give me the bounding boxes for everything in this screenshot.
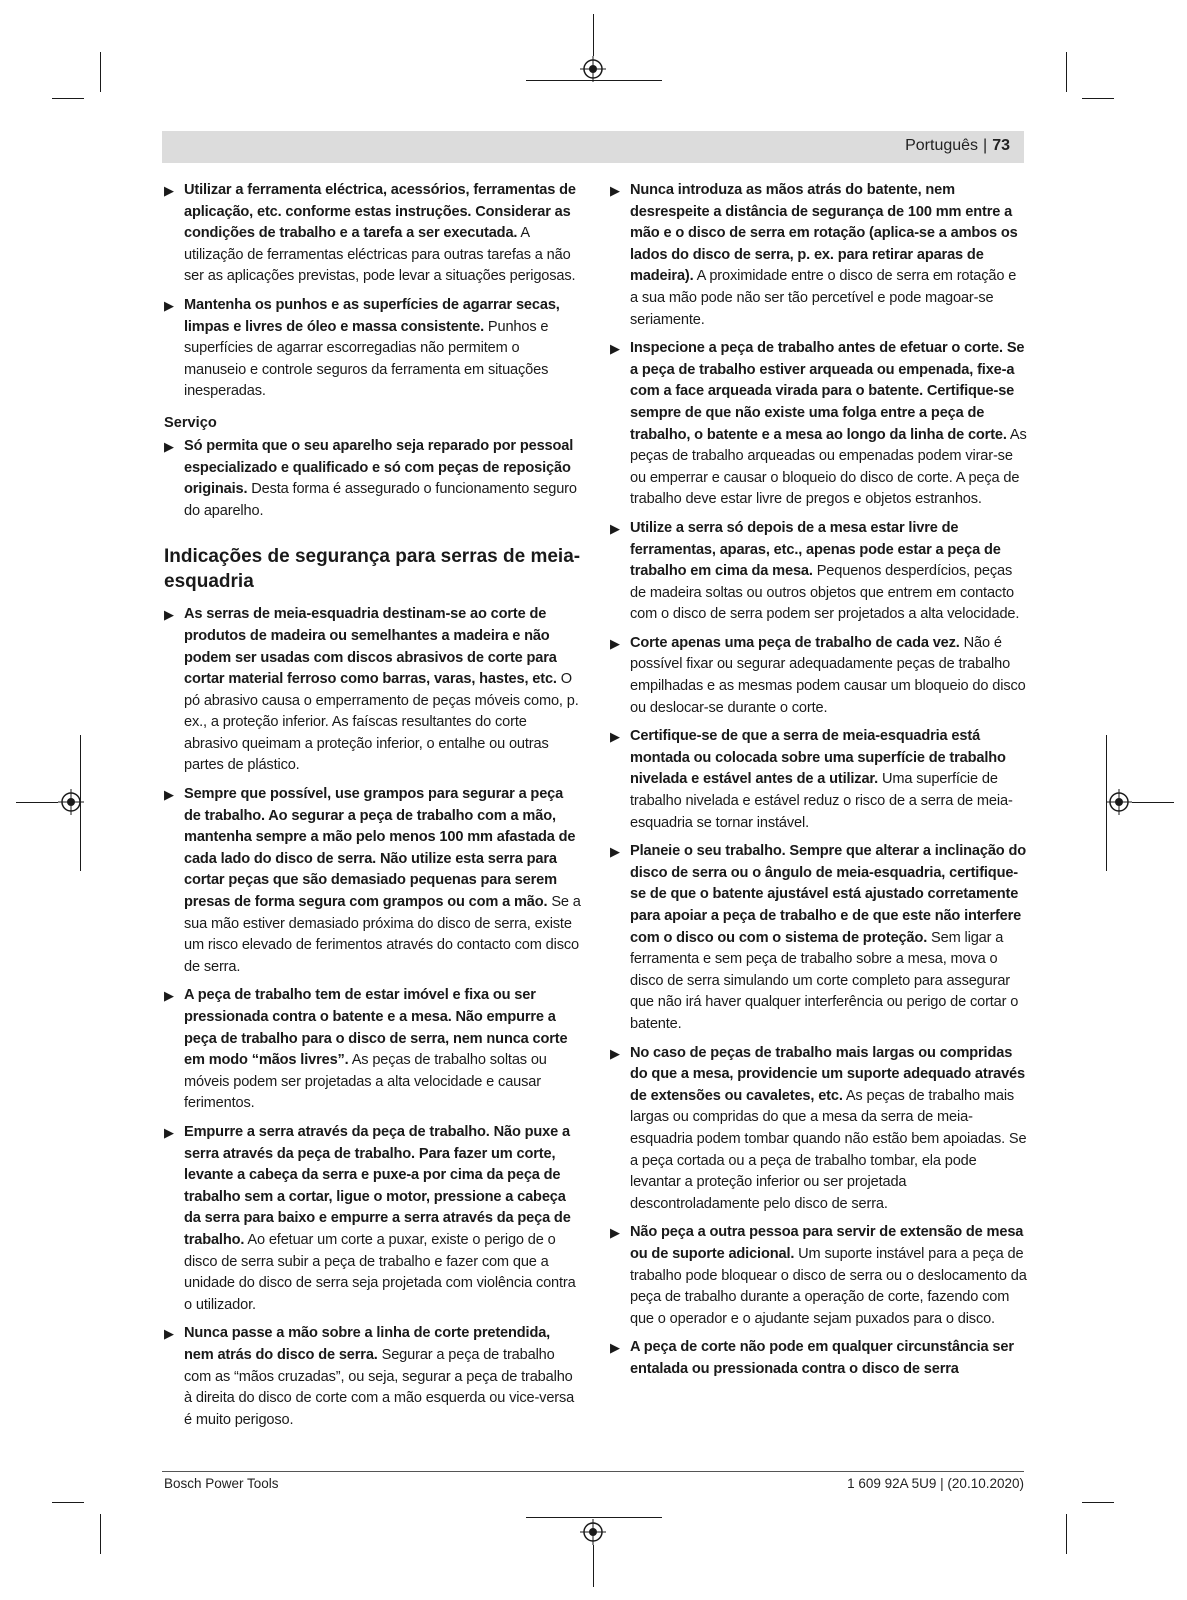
safety-item-bold: No caso de peças de trabalho mais largas ou compridas do que a mesa, providencie um suporte adequado através de extensões ou cavaletes, etc.: [630, 1044, 1025, 1104]
header-separator: |: [983, 137, 988, 154]
left-column: [164, 180, 582, 1438]
safety-item-text: As peças de trabalho soltas ou móveis podem ser projetadas a alta velocidade e causar ferimentos.: [184, 1052, 547, 1112]
bullet-arrow-icon: ▶: [164, 1124, 174, 1140]
safety-item-bold: Nunca introduza as mãos atrás do batente, nem desrespeite a distância de segurança de 100 mm entre a mão e o disco de serra em rotação (aplica-se a ambos os lados do disco de serra, p. ex. para retirar aparas de madeira).: [630, 182, 1018, 285]
bullet-arrow-icon: ▶: [164, 787, 174, 803]
bullet-arrow-icon: ▶: [610, 729, 620, 745]
safety-item-bold: Certifique-se de que a serra de meia-esquadria está montada ou colocada sobre uma superfície de trabalho nivelada e estável antes de a utilizar.: [630, 728, 1006, 788]
crop-mark: [100, 1514, 101, 1554]
crop-mark: [100, 52, 101, 92]
crop-mark: [1132, 802, 1174, 803]
footer-brand: Bosch Power Tools: [164, 1476, 279, 1491]
safety-item-text: Uma superfície de trabalho nivelada e estável reduz o risco de a serra de meia-esquadria se tornar instável.: [630, 771, 1013, 831]
safety-item: [164, 436, 582, 522]
bullet-arrow-icon: ▶: [164, 1326, 174, 1342]
crop-mark: [1106, 735, 1107, 871]
safety-item: [164, 180, 582, 288]
bullet-arrow-icon: ▶: [164, 183, 174, 198]
safety-item: [164, 985, 582, 1115]
service-list: [164, 436, 582, 522]
safety-item: [164, 1122, 582, 1316]
crop-mark: [526, 1517, 662, 1518]
left-top-list: [164, 180, 582, 403]
safety-item-text: O pó abrasivo causa o emperramento de peças móveis como, p. ex., a proteção inferior. As faíscas resultantes do corte abrasivo queimam a proteção inferior, o entalhe ou outras partes de plástico.: [184, 671, 579, 774]
crop-mark: [526, 80, 662, 81]
safety-item-bold: Só permita que o seu aparelho seja reparado por pessoal especializado e qualificado e só com peças de reposição originais.: [184, 437, 574, 498]
bullet-arrow-icon: ▶: [610, 1045, 620, 1061]
safety-item-text: Pequenos desperdícios, peças de madeira soltas ou outros objetos que entrem em contacto com o disco de serra podem ser projetados a alta velocidade.: [630, 563, 1020, 623]
section-list: [164, 604, 582, 1431]
safety-item-bold: A peça de trabalho tem de estar imóvel e fixa ou ser pressionada contra o batente e a mesa. Não empurre a peça de trabalho para o disco de serra, nem nunca corte em modo “mãos livres”.: [184, 987, 568, 1069]
crop-mark: [1066, 1514, 1067, 1554]
safety-item-text: Sem ligar a ferramenta e sem peça de trabalho sobre a mesa, mova o disco de serra simulando um corte completo para assegurar que não irá haver qualquer interferência ou perigo de cortar o batente.: [630, 929, 1019, 1032]
footer-doc-id: 1 609 92A 5U9 | (20.10.2020): [847, 1476, 1024, 1491]
safety-item-text: Não é possível fixar ou segurar adequadamente peças de trabalho empilhadas e as mesmas podem causar um bloqueio do disco ou deslocar-se durante o corte.: [630, 634, 1026, 716]
safety-item-bold: Nunca passe a mão sobre a linha de corte pretendida, nem atrás do disco de serra.: [184, 1325, 551, 1363]
safety-item: [164, 784, 582, 978]
safety-item-bold: Planeie o seu trabalho. Sempre que alterar a inclinação do disco de serra ou o ângulo de meia-esquadria, certifique-se de que o batente ajustável está ajustado corretamente para apoiar a peça de trabalho e de que este não interfere com o disco ou com o sistema de proteção.: [630, 843, 1027, 946]
bullet-arrow-icon: ▶: [610, 183, 620, 198]
safety-item-text: Um suporte instável para a peça de trabalho pode bloquear o disco de serra ou o deslocamento da peça de trabalho durante a operação de corte, fazendo com que o operador e o ajudante sejam puxados para o disco.: [630, 1245, 1027, 1327]
safety-item-text: Segurar a peça de trabalho com as “mãos cruzadas”, ou seja, segurar a peça de trabalho à direita do disco de corte com a mão esquerda ou vice-versa é muito perigoso.: [184, 1346, 575, 1428]
registration-mark-icon: [1106, 789, 1132, 815]
footer-rule: [162, 1471, 1024, 1472]
registration-mark-icon: [580, 1519, 606, 1545]
crop-mark: [1066, 52, 1067, 92]
safety-item-bold: Utilize a serra só depois de a mesa estar livre de ferramentas, aparas, etc., apenas pode estar a peça de trabalho em cima da mesa.: [630, 519, 1001, 580]
safety-item-bold: Utilizar a ferramenta eléctrica, acessórios, ferramentas de aplicação, etc. conforme estas instruções. Considerar as condições de trabalho e a tarefa a ser executada.: [184, 182, 576, 242]
safety-item: [610, 633, 1028, 719]
safety-item-bold: Empurre a serra através da peça de trabalho. Não puxe a serra através da peça de trabalho. Para fazer um corte, levante a cabeça da serra e puxe-a por cima da peça de trabalho sem a cortar, ligue o motor, pressione a cabeça da serra para baixo e empurre a serra através da peça de trabalho.: [184, 1123, 571, 1248]
safety-item-bold: Sempre que possível, use grampos para segurar a peça de trabalho. Ao segurar a peça de trabalho com a mão, mantenha sempre a mão pelo menos 100 mm afastada de cada lado do disco de serra. Não utilize esta serra para cortar peças que são demasiado pequenas para serem presas de forma segura com grampos ou com a mão.: [184, 786, 576, 911]
bullet-arrow-icon: ▶: [610, 844, 620, 860]
safety-item: [610, 841, 1028, 1035]
safety-item: [610, 180, 1028, 331]
safety-item-text: A proximidade entre o disco de serra em rotação e a sua mão pode não ser tão percetível e pode magoar-se seriamente.: [630, 268, 1017, 328]
page-number: 73: [992, 137, 1010, 154]
bullet-arrow-icon: ▶: [164, 607, 174, 623]
safety-item: [610, 1043, 1028, 1216]
safety-item: [610, 338, 1028, 511]
safety-item-text: Se a sua mão estiver demasiado próxima do disco de serra, existe um risco elevado de ferimentos através do contacto com disco de serra.: [184, 894, 581, 975]
safety-item: [610, 518, 1028, 626]
crop-mark: [52, 1502, 84, 1503]
crop-mark: [16, 802, 58, 803]
safety-item-bold: Mantenha os punhos e as superfícies de agarrar secas, limpas e livres de óleo e massa consistente.: [184, 296, 560, 335]
right-column: [610, 180, 1028, 1387]
crop-mark: [1082, 1502, 1114, 1503]
safety-item-bold: Corte apenas uma peça de trabalho de cada vez.: [630, 634, 960, 651]
safety-item-text: As peças de trabalho mais largas ou compridas do que a mesa da serra de meia-esquadria podem tombar quando não estão bem apoiadas. Se a peça cortada ou a peça de trabalho tombar, ela pode levantar a proteção inferior ou ser projetada descontroladamente pelo disco de serra.: [630, 1087, 1027, 1212]
safety-item-text: As peças de trabalho arqueadas ou empenadas podem virar-se ou emperrar e causar o bloqueio do disco de corte. A peça de trabalho deve estar livre de pregos e objetos estranhos.: [630, 426, 1027, 508]
right-list: [610, 180, 1028, 1380]
safety-item-text: Ao efetuar um corte a puxar, existe o perigo de o disco de serra subir a peça de trabalho e fazer com que a unidade do disco de serra seja projetada com violência contra o utilizador.: [184, 1231, 576, 1313]
header-language: Português: [905, 137, 979, 154]
safety-item-bold: As serras de meia-esquadria destinam-se ao corte de produtos de madeira ou semelhantes a madeira e não podem ser usadas com discos abrasivos de corte para cortar material ferroso como barras, varas, hastes, etc.: [184, 606, 557, 688]
crop-mark: [593, 14, 594, 56]
bullet-arrow-icon: ▶: [610, 1225, 620, 1241]
bullet-arrow-icon: ▶: [610, 1340, 620, 1356]
crop-mark: [52, 98, 84, 99]
crop-mark: [1082, 98, 1114, 99]
bullet-arrow-icon: ▶: [610, 635, 620, 651]
safety-item: [610, 1222, 1028, 1330]
safety-item-bold: Inspecione a peça de trabalho antes de efetuar o corte. Se a peça de trabalho estiver arqueada ou empenada, fixe-a com a face arqueada virada para o batente. Certifique-se sempre de que não existe uma folga entre a peça de trabalho, o batente e a mesa ao longo da linha de corte.: [630, 340, 1025, 443]
safety-item-bold: Não peça a outra pessoa para servir de extensão de mesa ou de suporte adicional.: [630, 1224, 1024, 1262]
registration-mark-icon: [580, 56, 606, 82]
safety-item: [610, 1337, 1028, 1380]
safety-item: [164, 1323, 582, 1431]
bullet-arrow-icon: ▶: [164, 988, 174, 1004]
header-text: [905, 137, 1010, 155]
safety-item: [164, 295, 582, 403]
safety-item-text: A utilização de ferramentas eléctricas para outras tarefas a não ser as aplicações previstas, pode levar a situações perigosas.: [184, 225, 576, 285]
bullet-arrow-icon: ▶: [164, 438, 174, 454]
safety-item-bold: A peça de corte não pode em qualquer circunstância ser entalada ou pressionada contra o disco de serra: [630, 1339, 1014, 1377]
safety-item: [164, 604, 582, 777]
crop-mark: [80, 735, 81, 871]
service-heading: Serviço: [164, 414, 217, 431]
safety-item-text: Punhos e superfícies de agarrar escorregadias não permitem o manuseio e controle seguros da ferramenta em situações inesperadas.: [184, 318, 549, 400]
bullet-arrow-icon: ▶: [610, 341, 620, 357]
bullet-arrow-icon: ▶: [610, 520, 620, 536]
page-header: [162, 131, 1024, 163]
section-title: Indicações de segurança para serras de meia-esquadria: [164, 546, 581, 593]
safety-item: [610, 726, 1028, 834]
safety-item-text: Desta forma é assegurado o funcionamento seguro do aparelho.: [184, 481, 577, 519]
crop-mark: [593, 1545, 594, 1587]
bullet-arrow-icon: ▶: [164, 297, 174, 313]
